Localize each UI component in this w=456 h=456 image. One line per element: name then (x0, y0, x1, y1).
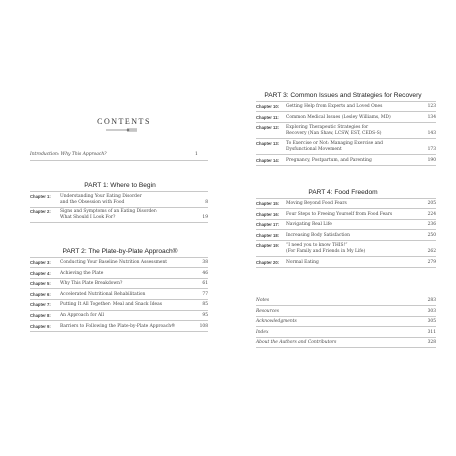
divider (30, 160, 208, 161)
divider (30, 288, 208, 289)
chapter-title-line2: Dysfunctional Movement (286, 146, 342, 152)
chapter-number: Chapter 7: (30, 302, 51, 308)
page-number: 46 (202, 270, 208, 276)
backmatter-title: Acknowledgments (256, 319, 297, 324)
divider (256, 122, 436, 123)
chapter-number: Chapter 20: (256, 259, 280, 265)
chapter-number: Chapter 16: (256, 211, 280, 217)
chapter-title: Increasing Body Satisfaction (286, 232, 350, 238)
chapter-number: Chapter 6: (30, 291, 51, 297)
chapter-title: Moving Beyond Food Fears (286, 201, 347, 206)
divider (30, 207, 208, 208)
chapter-number: Chapter 13: (256, 141, 280, 147)
page-number: 19 (202, 214, 208, 220)
divider (30, 267, 208, 268)
chapter-title-line2: Recovery (Nan Shaw, LCSW, EST, CEDS-S) (286, 130, 382, 136)
divider (256, 111, 436, 112)
divider (30, 257, 208, 258)
divider (256, 240, 436, 241)
chapter-title: Barriers to Following the Plate-by-Plate Approach® (60, 323, 176, 329)
part3-heading: PART 3: Common Issues and Strategies for Recovery (264, 92, 422, 99)
divider (256, 305, 436, 306)
part4-heading: PART 4: Food Freedom (308, 189, 378, 196)
divider (256, 219, 436, 220)
chapter-title: Navigating Real Life (286, 222, 332, 228)
chapter-title: Why This Plate Breakdown? (60, 281, 123, 287)
chapter-title-line2: What Should I Look For? (60, 214, 116, 220)
page-number: 279 (427, 259, 436, 265)
chapter-number: Chapter 18: (256, 232, 280, 238)
chapter-title: Four Steps to Freeing Yourself from Food Fears (286, 211, 393, 217)
divider (30, 278, 208, 279)
chapter-number: Chapter 8: (30, 313, 51, 318)
page-number: 205 (427, 201, 436, 206)
divider (256, 256, 436, 257)
page-number: 283 (427, 298, 436, 303)
page-number: 236 (427, 222, 436, 228)
page-number: 262 (427, 248, 436, 254)
divider (30, 331, 208, 332)
contents-heading: CONTENTS (97, 117, 151, 126)
divider (256, 154, 436, 155)
divider (256, 208, 436, 209)
divider (256, 138, 436, 139)
divider (30, 310, 208, 311)
page-number: 123 (427, 104, 436, 109)
page-number: 77 (202, 291, 208, 297)
chapter-title: Normal Eating (286, 259, 319, 265)
backmatter-title: Resources (256, 308, 280, 314)
page-number: 61 (202, 281, 208, 287)
divider (256, 347, 436, 348)
chapter-title-line2: and the Obsession with Food (60, 199, 125, 205)
chapter-title: Achieving the Plate (60, 270, 104, 276)
chapter-title: “I need you to know THIS!” (286, 243, 348, 249)
divider (256, 198, 436, 199)
chapter-title: Conducting Your Baseline Nutrition Assessment (60, 260, 168, 265)
divider (256, 337, 436, 338)
chapter-title: To Exercise or Not: Managing Exercise and (286, 141, 383, 147)
backmatter-title: About the Authors and Contributors (256, 340, 337, 345)
divider (256, 101, 436, 102)
divider (256, 316, 436, 317)
introduction-title: Introduction: Why This Approach? (30, 152, 107, 157)
page-number: 224 (427, 211, 436, 217)
chapter-number: Chapter 4: (30, 270, 51, 276)
divider (256, 165, 436, 166)
page-number: 143 (427, 130, 436, 136)
chapter-number: Chapter 15: (256, 201, 280, 206)
page-number: 303 (427, 308, 436, 314)
page-number: 190 (427, 157, 436, 163)
part1-heading: PART 1: Where to Begin (84, 182, 156, 189)
chapter-title: Getting Help from Experts and Loved Ones (286, 104, 383, 109)
chapter-number: Chapter 17: (256, 222, 280, 228)
chapter-number: Chapter 14: (256, 157, 280, 163)
right-page (228, 0, 456, 456)
chapter-title: Accelerated Nutritional Rehabilitation (60, 291, 146, 297)
page-number: 95 (202, 313, 208, 318)
page-number: 328 (427, 340, 436, 345)
chapter-number: Chapter 12: (256, 125, 280, 131)
page-number: 38 (202, 260, 208, 265)
divider (30, 320, 208, 321)
chapter-number: Chapter 5: (30, 281, 51, 287)
chapter-number: Chapter 10: (256, 104, 280, 109)
backmatter-title: Notes (256, 298, 270, 303)
page-number: 305 (427, 319, 436, 324)
chapter-title: Common Medical Issues (Lesley Williams, MD) (286, 114, 391, 120)
page-number: 85 (202, 302, 208, 308)
chapter-number: Chapter 2: (30, 209, 51, 215)
divider (256, 267, 436, 268)
chapter-title: Putting It All Together: Meal and Snack Ideas (60, 302, 162, 308)
page-number: 250 (427, 232, 436, 238)
divider (256, 326, 436, 327)
chapter-number: Chapter 9: (30, 323, 51, 329)
divider (256, 229, 436, 230)
page-number: 108 (199, 323, 208, 329)
divider (30, 222, 208, 223)
fork-icon (104, 126, 140, 134)
chapter-title: Understanding Your Eating Disorder (60, 194, 142, 199)
divider (30, 191, 208, 192)
divider (30, 299, 208, 300)
chapter-number: Chapter 3: (30, 260, 51, 265)
chapter-title: Exploring Therapeutic Strategies for (286, 125, 369, 131)
chapter-title: Signs and Symptoms of an Eating Disorder: (60, 209, 158, 215)
chapter-title-line2: (For Family and Friends in My Life) (286, 248, 366, 254)
chapter-number: Chapter 11: (256, 114, 279, 120)
chapter-title: An Approach for All (60, 313, 104, 318)
part2-heading: PART 2: The Plate-by-Plate Approach® (62, 248, 178, 255)
chapter-number: Chapter 1: (30, 194, 51, 199)
chapter-number: Chapter 19: (256, 243, 280, 249)
page-number: 8 (205, 199, 208, 205)
introduction-page: 1 (195, 152, 198, 157)
backmatter-title: Index (256, 329, 269, 335)
page-number: 173 (427, 146, 436, 152)
page-number: 311 (427, 329, 436, 335)
chapter-title: Pregnancy, Postpartum, and Parenting (286, 157, 372, 163)
page-number: 134 (427, 114, 436, 120)
